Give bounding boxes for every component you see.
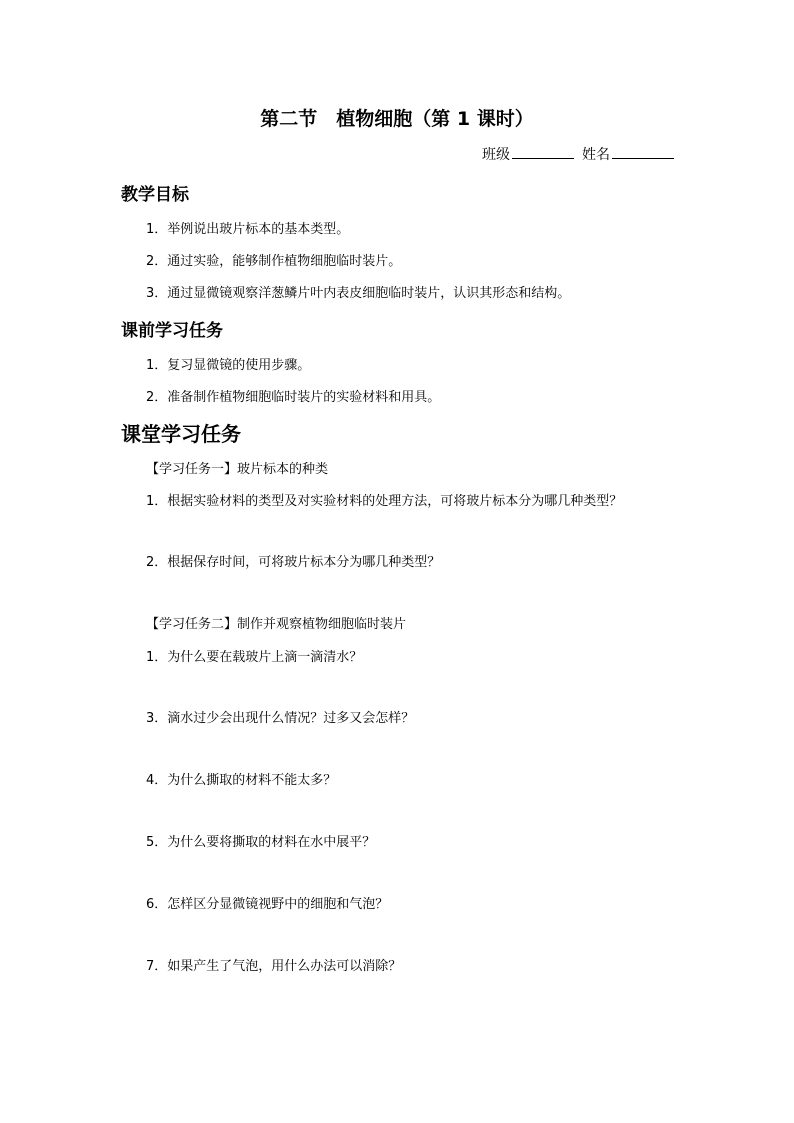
- pre-class-item: 2．准备制作植物细胞临时装片的实验材料和用具。: [146, 390, 441, 405]
- in-class-heading: 课堂学习任务: [121, 422, 241, 446]
- objective-item: 2．通过实验，能够制作植物细胞临时装片。: [146, 254, 402, 269]
- task2-question: 6．怎样区分显微镜视野中的细胞和气泡？: [146, 897, 389, 912]
- class-blank-line[interactable]: [512, 158, 574, 159]
- objective-item: 3．通过显微镜观察洋葱鳞片叶内表皮细胞临时装片，认识其形态和结构。: [146, 286, 571, 301]
- task2-question: 1．为什么要在载玻片上滴一滴清水？: [146, 650, 363, 665]
- task1-question: 1．根据实验材料的类型及对实验材料的处理方法，可将玻片标本分为哪几种类型？: [146, 494, 623, 509]
- task2-label: 【学习任务二】制作并观察植物细胞临时装片: [146, 617, 407, 632]
- task2-question: 7．如果产生了气泡，用什么办法可以消除？: [146, 959, 402, 974]
- task1-label: 【学习任务一】玻片标本的种类: [146, 462, 329, 477]
- name-blank-line[interactable]: [612, 158, 674, 159]
- task2-question: 3．滴水过少会出现什么情况？过多又会怎样？: [146, 711, 415, 726]
- task1-question: 2．根据保存时间，可将玻片标本分为哪几种类型？: [146, 555, 441, 570]
- name-label: 姓名: [582, 147, 610, 163]
- class-label: 班级: [482, 147, 510, 163]
- student-info-row: [482, 144, 674, 164]
- page-title: 第二节 植物细胞（第 1 课时）: [260, 108, 534, 130]
- objectives-heading: 教学目标: [121, 185, 189, 205]
- task2-question: 4．为什么撕取的材料不能太多？: [146, 773, 337, 788]
- task2-question: 5．为什么要将撕取的材料在水中展平？: [146, 835, 376, 850]
- pre-class-heading: 课前学习任务: [121, 321, 223, 341]
- objective-item: 1．举例说出玻片标本的基本类型。: [146, 222, 350, 237]
- pre-class-item: 1．复习显微镜的使用步骤。: [146, 358, 311, 373]
